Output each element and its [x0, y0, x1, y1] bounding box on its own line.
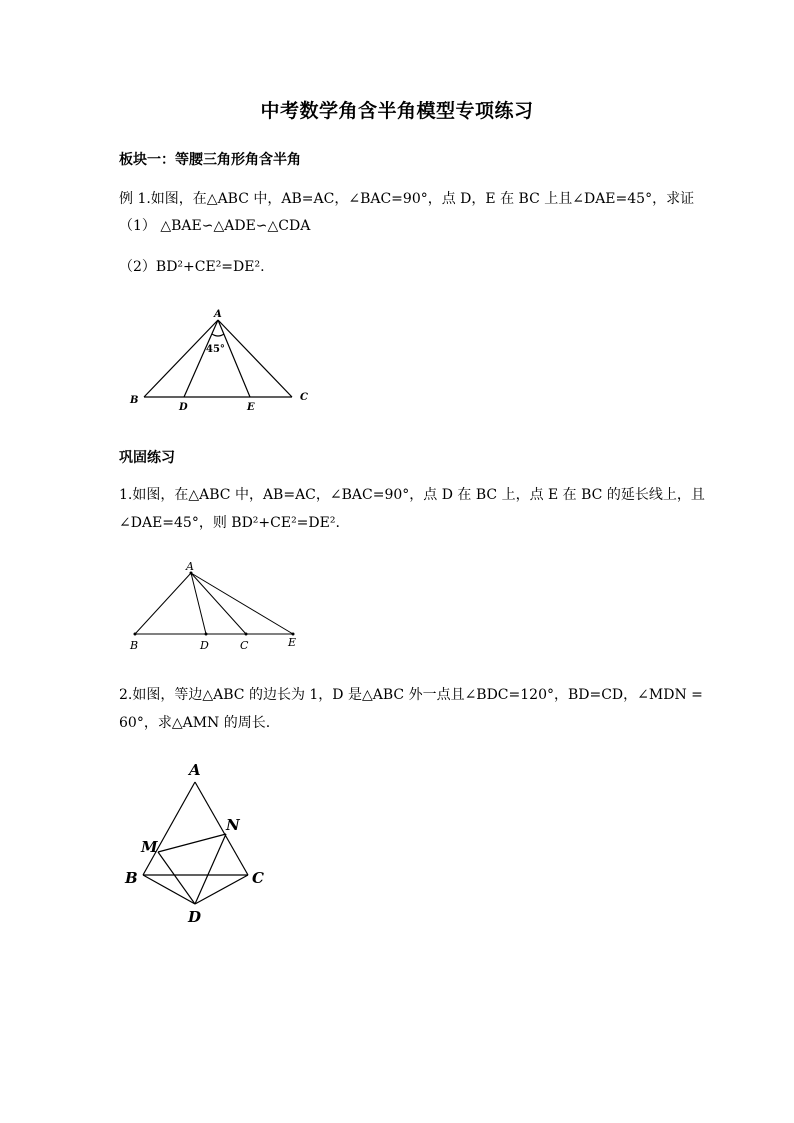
angle-arc	[212, 334, 224, 336]
label-E: E	[288, 636, 297, 649]
label-C: C	[252, 869, 264, 887]
practice-heading: 巩固练习	[119, 450, 175, 466]
practice2-figure	[120, 758, 280, 933]
seg-BD	[143, 875, 195, 904]
label-A: A	[214, 309, 222, 320]
seg-AB	[135, 573, 191, 634]
seg-MD	[158, 852, 195, 904]
label-B: B	[130, 395, 139, 406]
angle-label: 45°	[206, 344, 225, 355]
label-B: B	[125, 869, 138, 887]
seg-AC	[191, 573, 246, 634]
practice1-figure	[125, 560, 315, 655]
practice1-statement-cont: ∠DAE=45°，则 BD²+CE²=DE².	[119, 515, 340, 531]
label-D: D	[179, 402, 188, 413]
label-B: B	[130, 639, 139, 652]
seg-AB	[144, 320, 218, 397]
page-title: 中考数学角含半角模型专项练习	[260, 100, 534, 122]
label-A: A	[186, 560, 194, 573]
example1-part1: （1） △BAE∽△ADE∽△CDA	[119, 218, 311, 234]
seg-AD	[184, 320, 218, 397]
label-N: N	[226, 816, 240, 834]
label-M: M	[141, 838, 158, 856]
seg-CD	[195, 875, 248, 904]
practice1-statement: 1.如图，在△ABC 中，AB=AC，∠BAC=90°，点 D 在 BC 上，点 E 在 BC 的延长线上，且	[119, 487, 705, 503]
example1-statement: 例 1.如图，在△ABC 中，AB=AC，∠BAC=90°，点 D，E 在 BC 上且∠DAE=45°，求证	[119, 191, 695, 207]
example1-figure	[120, 305, 320, 415]
label-E: E	[247, 402, 255, 413]
seg-AB	[143, 782, 195, 875]
label-D: D	[200, 639, 209, 652]
label-A: A	[189, 761, 201, 779]
label-C: C	[300, 392, 308, 403]
label-D: D	[188, 908, 202, 926]
example1-part2: （2）BD²+CE²=DE².	[119, 259, 265, 275]
practice2-statement-cont: 60°，求△AMN 的周长.	[119, 715, 271, 731]
section-heading: 板块一：等腰三角形角含半角	[119, 152, 301, 168]
label-C: C	[240, 639, 249, 652]
seg-AD	[191, 573, 206, 634]
seg-AC	[195, 782, 248, 875]
seg-AE	[191, 573, 293, 634]
practice2-statement: 2.如图，等边△ABC 的边长为 1，D 是△ABC 外一点且∠BDC=120°，BD=CD，∠MDN =	[119, 687, 703, 703]
seg-AE	[218, 320, 250, 397]
seg-MN	[158, 834, 226, 852]
seg-ND	[195, 834, 226, 904]
seg-AC	[218, 320, 292, 397]
